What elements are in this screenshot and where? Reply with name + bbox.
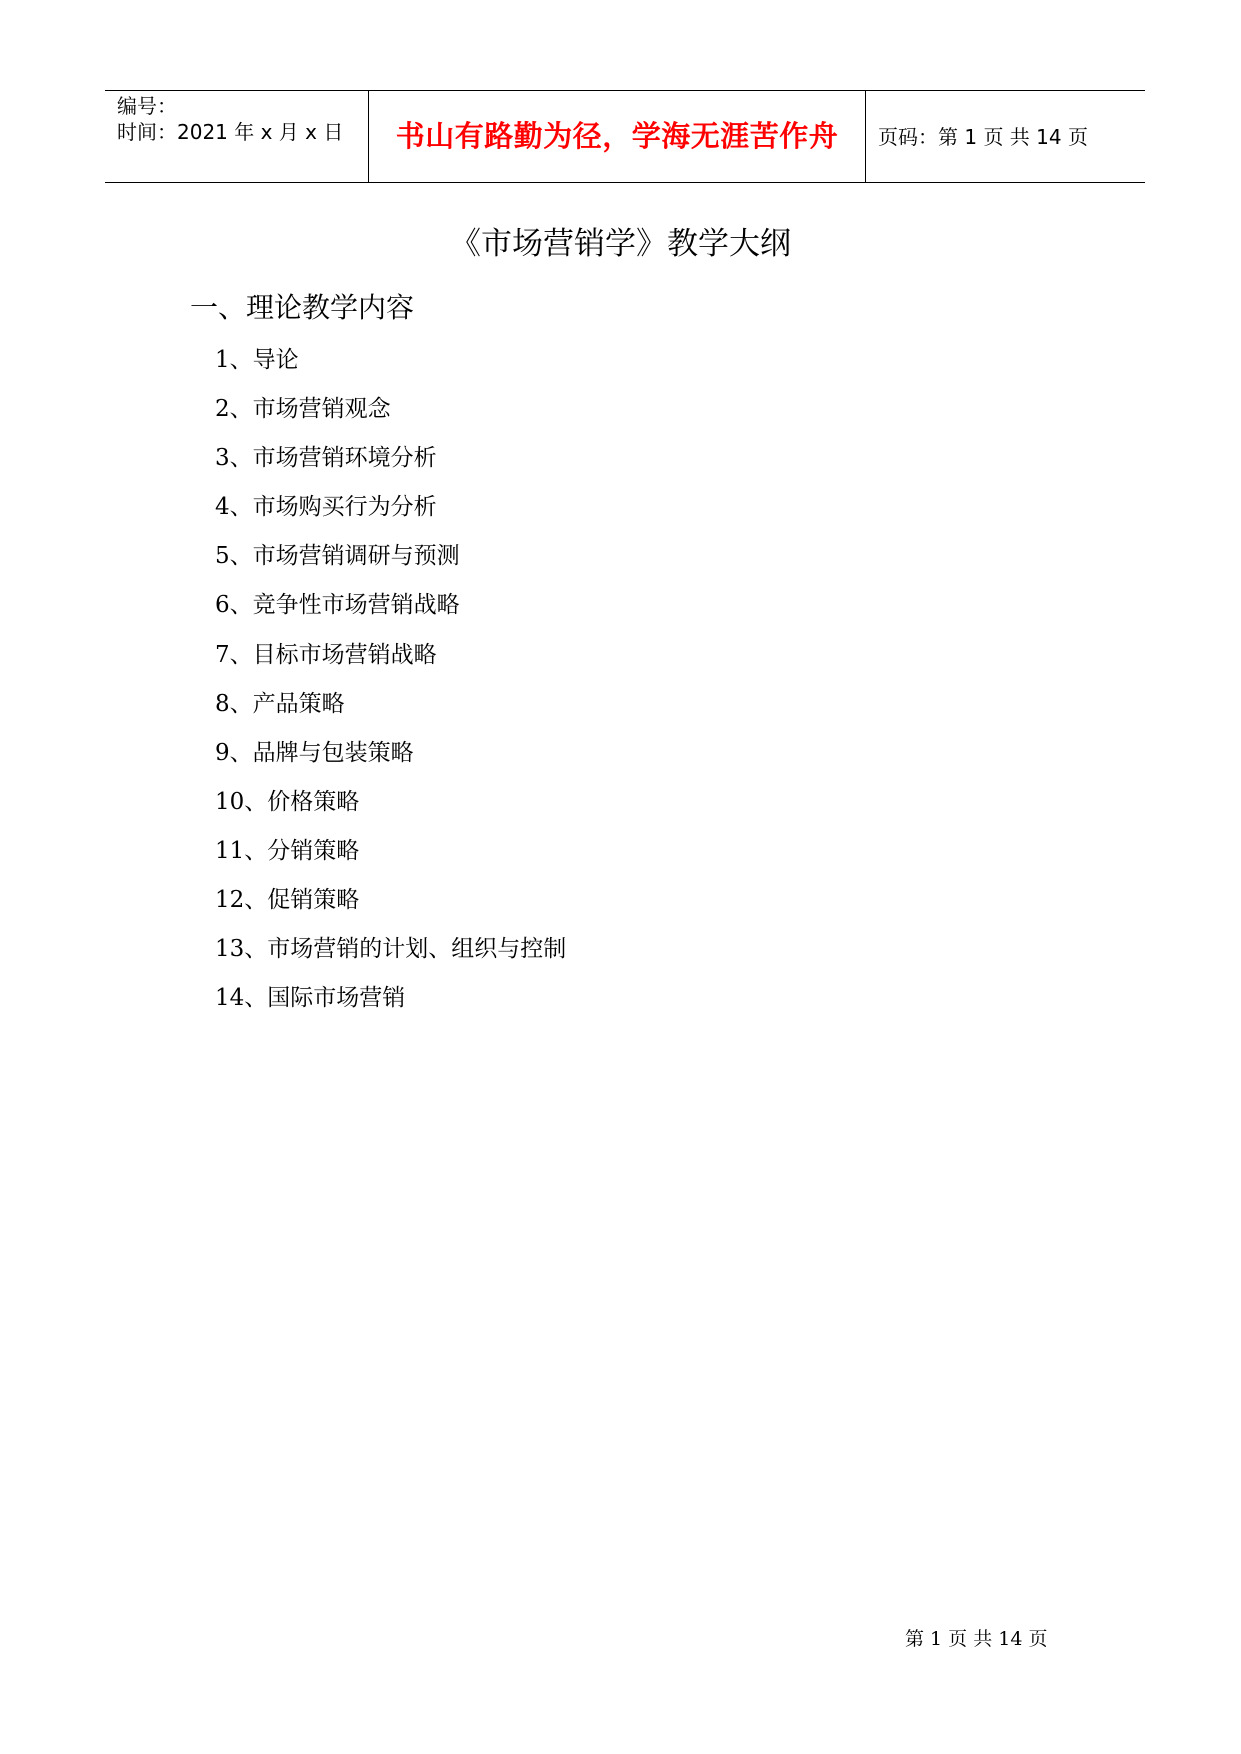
motto-text: 书山有路勤为径，学海无涯苦作舟: [395, 119, 839, 153]
header-motto-cell: [369, 91, 866, 182]
list-item: 5、市场营销调研与预测: [215, 543, 460, 570]
list-item: 14、国际市场营销: [215, 985, 406, 1012]
header-info-cell: [105, 91, 369, 182]
list-item: 4、市场购买行为分析: [215, 494, 437, 521]
page-footer: 第 1 页 共 14 页: [905, 1628, 1048, 1650]
header-table: [105, 90, 1145, 183]
list-item: 2、市场营销观念: [215, 396, 391, 423]
list-item: 8、产品策略: [215, 690, 345, 717]
list-item: 7、目标市场营销战略: [215, 641, 437, 668]
date-text: 时间：2021 年 x 月 x 日: [117, 120, 344, 144]
list-item: 3、市场营销环境分析: [215, 445, 437, 472]
list-item: 9、品牌与包装策略: [215, 739, 414, 766]
list-item: 11、分销策略: [215, 837, 360, 864]
list-item: 1、导论: [215, 347, 299, 373]
list-item: 6、竞争性市场营销战略: [215, 592, 460, 619]
list-item: 12、促销策略: [215, 887, 360, 914]
serial-number-label: 编号：: [117, 94, 177, 118]
content-list: [215, 341, 566, 1028]
document-title: 《市场营销学》教学大纲: [450, 226, 791, 262]
list-item: 13、市场营销的计划、组织与控制: [215, 936, 567, 963]
list-item: 10、价格策略: [215, 788, 360, 815]
section-heading: 一、理论教学内容: [190, 291, 415, 324]
header-page-cell: [866, 91, 1145, 182]
page-code-text: 页码：第 1 页 共 14 页: [878, 125, 1088, 149]
